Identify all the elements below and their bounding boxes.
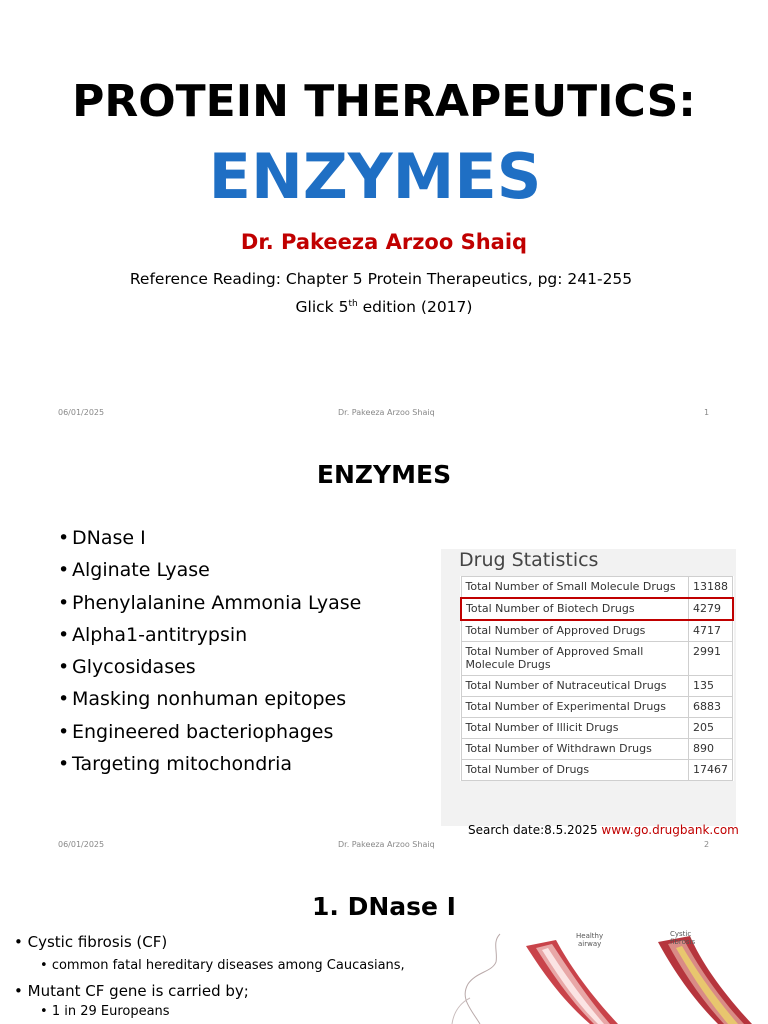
list-item: • common fatal hereditary diseases among Caucasians, — [40, 958, 405, 973]
slide-1 — [0, 0, 768, 432]
list-item: • Alpha1-antitrypsin — [58, 623, 248, 646]
search-source-note — [468, 823, 739, 837]
cystic-fibrosis-airway-tube — [658, 936, 752, 1024]
list-item: • DNase I — [58, 527, 146, 549]
author-name: Dr. Pakeeza Arzoo Shaiq — [240, 230, 528, 254]
list-item: • Mutant CF gene is carried by; — [14, 982, 249, 1000]
table-row: Total Number of Experimental Drugs 6883 — [461, 697, 733, 718]
table-row: Total Number of Withdrawn Drugs 890 — [461, 739, 733, 760]
slide-title-line2: ENZYMES — [208, 140, 542, 213]
table-row-highlighted: Total Number of Biotech Drugs 4279 — [461, 598, 733, 620]
reference-reading: Reference Reading: Chapter 5 Protein Therapeutics, pg: 241-255 — [129, 270, 633, 288]
slide-3 — [0, 864, 768, 1024]
drug-statistics-panel — [441, 549, 736, 826]
list-item: • Masking nonhuman epitopes — [58, 688, 347, 711]
table-row: Total Number of Illicit Drugs 205 — [461, 718, 733, 739]
drugbank-link[interactable]: www.go.drugbank.com — [601, 823, 739, 837]
list-item: • Cystic fibrosis (CF) — [14, 933, 168, 951]
cf-airway-label-2: fibrosis — [670, 938, 696, 946]
airway-illustration — [440, 928, 768, 1024]
table-row: Total Number of Drugs 17467 — [461, 760, 733, 781]
reference-edition-sup: th — [348, 298, 358, 309]
footer-author: Dr. Pakeeza Arzoo Shaiq — [338, 408, 435, 417]
reference-edition-text: Glick 5 — [295, 298, 349, 316]
search-date: Search date:8.5.2025 — [468, 823, 602, 837]
healthy-airway-label: Healthy — [576, 932, 604, 940]
footer-date: 06/01/2025 — [58, 408, 105, 417]
enzyme-bullet-list — [58, 522, 361, 780]
footer-page-number: 1 — [704, 408, 710, 417]
human-silhouette — [465, 934, 500, 1024]
slide-title-line1: PROTEIN THERAPEUTICS: — [72, 76, 696, 127]
reference-edition-year: edition (2017) — [357, 298, 473, 316]
footer-date: 06/01/2025 — [58, 840, 105, 849]
table-row: Total Number of Approved Drugs 4717 — [461, 620, 733, 642]
footer-page-number: 2 — [704, 840, 710, 849]
table-row: Total Number of Approved Small Molecule Drugs 2991 — [461, 642, 733, 676]
drug-statistics-table — [460, 576, 734, 781]
list-item: • Engineered bacteriophages — [58, 720, 334, 743]
list-item: • Targeting mitochondria — [58, 753, 293, 776]
healthy-airway-label-2: airway — [578, 940, 602, 948]
human-silhouette-hand — [452, 998, 470, 1024]
slide-2 — [0, 432, 768, 864]
list-item: • Alginate Lyase — [58, 559, 210, 582]
table-row: Total Number of Nutraceutical Drugs 135 — [461, 676, 733, 697]
slide-title: 1. DNase I — [312, 892, 456, 921]
slide-title: ENZYMES — [316, 460, 452, 489]
list-item: • Phenylalanine Ammonia Lyase — [58, 591, 362, 614]
list-item: • Glycosidases — [58, 656, 196, 679]
table-row: Total Number of Small Molecule Drugs 13188 — [461, 577, 733, 599]
drug-statistics-heading: Drug Statistics — [459, 549, 599, 571]
cf-airway-label: Cystic — [670, 930, 692, 938]
footer-author: Dr. Pakeeza Arzoo Shaiq — [338, 840, 435, 849]
healthy-airway-tube — [526, 940, 618, 1024]
list-item: • 1 in 29 Europeans — [40, 1004, 170, 1019]
reference-edition — [0, 298, 768, 316]
